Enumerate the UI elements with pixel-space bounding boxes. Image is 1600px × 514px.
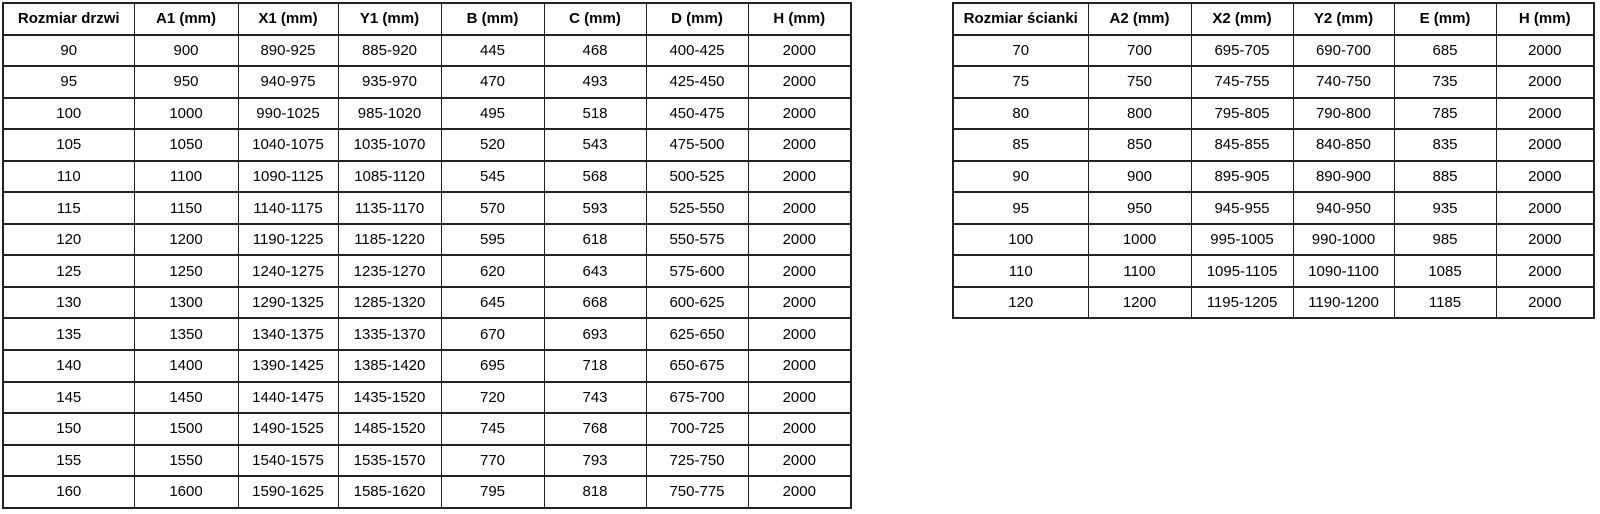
table-cell: 2000 bbox=[748, 287, 851, 319]
table-cell: 575-600 bbox=[646, 255, 748, 287]
table-cell: 120 bbox=[953, 287, 1088, 319]
table-cell: 160 bbox=[3, 476, 134, 508]
table-cell: 1290-1325 bbox=[238, 287, 338, 319]
table-cell: 795 bbox=[441, 476, 544, 508]
wall-size-table bbox=[952, 2, 1595, 319]
table-cell: 750-775 bbox=[646, 476, 748, 508]
table-cell: 1485-1520 bbox=[338, 413, 441, 445]
table-cell: 2000 bbox=[748, 445, 851, 477]
table-cell: 568 bbox=[544, 161, 646, 193]
table-cell: 935 bbox=[1394, 192, 1496, 224]
column-header: A2 (mm) bbox=[1088, 3, 1191, 35]
door-size-table bbox=[2, 2, 852, 509]
table-cell: 2000 bbox=[1496, 129, 1594, 161]
table-cell: 1240-1275 bbox=[238, 255, 338, 287]
table-cell: 685 bbox=[1394, 35, 1496, 67]
table-cell: 1500 bbox=[134, 413, 238, 445]
table-cell: 745-755 bbox=[1191, 66, 1293, 98]
column-header: D (mm) bbox=[646, 3, 748, 35]
table-cell: 2000 bbox=[1496, 161, 1594, 193]
table-cell: 1200 bbox=[134, 224, 238, 256]
table-cell: 790-800 bbox=[1293, 98, 1394, 130]
table-row bbox=[3, 255, 851, 287]
table-cell: 718 bbox=[544, 350, 646, 382]
table-cell: 950 bbox=[134, 66, 238, 98]
table-cell: 1185 bbox=[1394, 287, 1496, 319]
table-cell: 110 bbox=[3, 161, 134, 193]
table-cell: 800 bbox=[1088, 98, 1191, 130]
table-cell: 1100 bbox=[134, 161, 238, 193]
column-header: Rozmiar ścianki bbox=[953, 3, 1088, 35]
table-cell: 1085 bbox=[1394, 255, 1496, 287]
table-cell: 695-705 bbox=[1191, 35, 1293, 67]
table-cell: 520 bbox=[441, 129, 544, 161]
table-cell: 735 bbox=[1394, 66, 1496, 98]
header-row bbox=[3, 3, 851, 35]
table-cell: 1140-1175 bbox=[238, 192, 338, 224]
table-cell: 2000 bbox=[748, 382, 851, 414]
table-row bbox=[953, 161, 1594, 193]
table-row bbox=[953, 129, 1594, 161]
table-cell: 2000 bbox=[1496, 192, 1594, 224]
table-row bbox=[3, 161, 851, 193]
table-cell: 2000 bbox=[1496, 224, 1594, 256]
table-cell: 768 bbox=[544, 413, 646, 445]
table-cell: 890-900 bbox=[1293, 161, 1394, 193]
table-cell: 950 bbox=[1088, 192, 1191, 224]
table-cell: 885-920 bbox=[338, 35, 441, 67]
wall-table-header bbox=[953, 3, 1594, 35]
table-cell: 1050 bbox=[134, 129, 238, 161]
table-cell: 900 bbox=[1088, 161, 1191, 193]
column-header: Y1 (mm) bbox=[338, 3, 441, 35]
table-cell: 2000 bbox=[748, 35, 851, 67]
table-cell: 1090-1125 bbox=[238, 161, 338, 193]
column-header: A1 (mm) bbox=[134, 3, 238, 35]
column-header: B (mm) bbox=[441, 3, 544, 35]
table-cell: 895-905 bbox=[1191, 161, 1293, 193]
table-row bbox=[3, 413, 851, 445]
table-cell: 125 bbox=[3, 255, 134, 287]
table-cell: 1350 bbox=[134, 318, 238, 350]
table-cell: 95 bbox=[3, 66, 134, 98]
table-cell: 1200 bbox=[1088, 287, 1191, 319]
table-cell: 593 bbox=[544, 192, 646, 224]
table-cell: 525-550 bbox=[646, 192, 748, 224]
table-cell: 1450 bbox=[134, 382, 238, 414]
table-cell: 835 bbox=[1394, 129, 1496, 161]
table-cell: 470 bbox=[441, 66, 544, 98]
table-cell: 1235-1270 bbox=[338, 255, 441, 287]
table-cell: 1435-1520 bbox=[338, 382, 441, 414]
table-cell: 543 bbox=[544, 129, 646, 161]
table-row bbox=[953, 98, 1594, 130]
table-cell: 1150 bbox=[134, 192, 238, 224]
table-cell: 545 bbox=[441, 161, 544, 193]
table-cell: 2000 bbox=[748, 192, 851, 224]
table-cell: 625-650 bbox=[646, 318, 748, 350]
table-cell: 1135-1170 bbox=[338, 192, 441, 224]
door-table-header bbox=[3, 3, 851, 35]
table-row bbox=[3, 224, 851, 256]
column-header: X1 (mm) bbox=[238, 3, 338, 35]
table-cell: 1590-1625 bbox=[238, 476, 338, 508]
table-cell: 845-855 bbox=[1191, 129, 1293, 161]
table-cell: 1385-1420 bbox=[338, 350, 441, 382]
column-header: H (mm) bbox=[748, 3, 851, 35]
table-cell: 693 bbox=[544, 318, 646, 350]
column-header: X2 (mm) bbox=[1191, 3, 1293, 35]
table-cell: 645 bbox=[441, 287, 544, 319]
table-cell: 1040-1075 bbox=[238, 129, 338, 161]
table-row bbox=[953, 192, 1594, 224]
table-cell: 90 bbox=[3, 35, 134, 67]
table-cell: 675-700 bbox=[646, 382, 748, 414]
table-cell: 740-750 bbox=[1293, 66, 1394, 98]
table-cell: 2000 bbox=[748, 350, 851, 382]
table-cell: 1000 bbox=[134, 98, 238, 130]
table-cell: 785 bbox=[1394, 98, 1496, 130]
table-cell: 745 bbox=[441, 413, 544, 445]
table-cell: 2000 bbox=[748, 413, 851, 445]
table-cell: 1195-1205 bbox=[1191, 287, 1293, 319]
table-cell: 2000 bbox=[748, 161, 851, 193]
table-row bbox=[953, 66, 1594, 98]
table-cell: 2000 bbox=[748, 318, 851, 350]
table-cell: 1335-1370 bbox=[338, 318, 441, 350]
table-cell: 618 bbox=[544, 224, 646, 256]
table-row bbox=[3, 318, 851, 350]
table-cell: 668 bbox=[544, 287, 646, 319]
table-cell: 2000 bbox=[748, 129, 851, 161]
table-row bbox=[953, 35, 1594, 67]
table-cell: 940-950 bbox=[1293, 192, 1394, 224]
table-cell: 620 bbox=[441, 255, 544, 287]
table-cell: 750 bbox=[1088, 66, 1191, 98]
table-cell: 75 bbox=[953, 66, 1088, 98]
table-cell: 468 bbox=[544, 35, 646, 67]
table-cell: 2000 bbox=[1496, 287, 1594, 319]
table-cell: 1190-1225 bbox=[238, 224, 338, 256]
table-cell: 100 bbox=[953, 224, 1088, 256]
table-cell: 1400 bbox=[134, 350, 238, 382]
table-row bbox=[3, 98, 851, 130]
column-header: H (mm) bbox=[1496, 3, 1594, 35]
table-cell: 1190-1200 bbox=[1293, 287, 1394, 319]
table-cell: 1550 bbox=[134, 445, 238, 477]
table-cell: 90 bbox=[953, 161, 1088, 193]
table-cell: 1085-1120 bbox=[338, 161, 441, 193]
table-row bbox=[3, 350, 851, 382]
table-cell: 135 bbox=[3, 318, 134, 350]
table-cell: 2000 bbox=[1496, 35, 1594, 67]
table-cell: 130 bbox=[3, 287, 134, 319]
table-row bbox=[953, 224, 1594, 256]
table-cell: 1100 bbox=[1088, 255, 1191, 287]
table-row bbox=[3, 129, 851, 161]
table-cell: 743 bbox=[544, 382, 646, 414]
table-cell: 818 bbox=[544, 476, 646, 508]
table-cell: 945-955 bbox=[1191, 192, 1293, 224]
table-cell: 1390-1425 bbox=[238, 350, 338, 382]
table-cell: 2000 bbox=[748, 476, 851, 508]
table-cell: 995-1005 bbox=[1191, 224, 1293, 256]
table-cell: 1250 bbox=[134, 255, 238, 287]
table-cell: 690-700 bbox=[1293, 35, 1394, 67]
table-cell: 885 bbox=[1394, 161, 1496, 193]
table-cell: 2000 bbox=[748, 255, 851, 287]
table-row bbox=[3, 476, 851, 508]
table-cell: 890-925 bbox=[238, 35, 338, 67]
table-row bbox=[3, 287, 851, 319]
table-cell: 80 bbox=[953, 98, 1088, 130]
column-header: Rozmiar drzwi bbox=[3, 3, 134, 35]
table-cell: 1035-1070 bbox=[338, 129, 441, 161]
table-cell: 2000 bbox=[1496, 255, 1594, 287]
table-cell: 400-425 bbox=[646, 35, 748, 67]
table-cell: 500-525 bbox=[646, 161, 748, 193]
table-cell: 495 bbox=[441, 98, 544, 130]
column-header: C (mm) bbox=[544, 3, 646, 35]
table-cell: 150 bbox=[3, 413, 134, 445]
table-cell: 85 bbox=[953, 129, 1088, 161]
wall-table-body bbox=[953, 35, 1594, 319]
table-cell: 1490-1525 bbox=[238, 413, 338, 445]
table-cell: 570 bbox=[441, 192, 544, 224]
table-cell: 985 bbox=[1394, 224, 1496, 256]
table-cell: 840-850 bbox=[1293, 129, 1394, 161]
table-cell: 1285-1320 bbox=[338, 287, 441, 319]
table-row bbox=[953, 255, 1594, 287]
door-table-body bbox=[3, 35, 851, 508]
table-cell: 2000 bbox=[748, 224, 851, 256]
table-cell: 100 bbox=[3, 98, 134, 130]
table-cell: 1540-1575 bbox=[238, 445, 338, 477]
table-cell: 650-675 bbox=[646, 350, 748, 382]
table-cell: 700-725 bbox=[646, 413, 748, 445]
table-cell: 425-450 bbox=[646, 66, 748, 98]
table-cell: 550-575 bbox=[646, 224, 748, 256]
table-cell: 1000 bbox=[1088, 224, 1191, 256]
table-cell: 2000 bbox=[748, 98, 851, 130]
table-row bbox=[3, 192, 851, 224]
table-cell: 1095-1105 bbox=[1191, 255, 1293, 287]
table-cell: 493 bbox=[544, 66, 646, 98]
table-cell: 720 bbox=[441, 382, 544, 414]
table-cell: 120 bbox=[3, 224, 134, 256]
table-row bbox=[3, 382, 851, 414]
table-cell: 450-475 bbox=[646, 98, 748, 130]
table-cell: 155 bbox=[3, 445, 134, 477]
table-cell: 1090-1100 bbox=[1293, 255, 1394, 287]
table-cell: 115 bbox=[3, 192, 134, 224]
table-cell: 940-975 bbox=[238, 66, 338, 98]
table-cell: 2000 bbox=[1496, 66, 1594, 98]
header-row bbox=[953, 3, 1594, 35]
table-cell: 1185-1220 bbox=[338, 224, 441, 256]
table-row bbox=[3, 445, 851, 477]
table-cell: 1535-1570 bbox=[338, 445, 441, 477]
table-cell: 445 bbox=[441, 35, 544, 67]
table-cell: 770 bbox=[441, 445, 544, 477]
table-cell: 595 bbox=[441, 224, 544, 256]
table-cell: 95 bbox=[953, 192, 1088, 224]
table-cell: 670 bbox=[441, 318, 544, 350]
table-row bbox=[3, 66, 851, 98]
column-header: Y2 (mm) bbox=[1293, 3, 1394, 35]
table-cell: 795-805 bbox=[1191, 98, 1293, 130]
table-cell: 850 bbox=[1088, 129, 1191, 161]
table-cell: 475-500 bbox=[646, 129, 748, 161]
table-cell: 110 bbox=[953, 255, 1088, 287]
table-cell: 725-750 bbox=[646, 445, 748, 477]
table-cell: 700 bbox=[1088, 35, 1191, 67]
table-cell: 518 bbox=[544, 98, 646, 130]
table-cell: 990-1000 bbox=[1293, 224, 1394, 256]
table-cell: 2000 bbox=[1496, 98, 1594, 130]
table-row bbox=[3, 35, 851, 67]
table-cell: 1585-1620 bbox=[338, 476, 441, 508]
table-cell: 105 bbox=[3, 129, 134, 161]
table-cell: 1440-1475 bbox=[238, 382, 338, 414]
table-cell: 1340-1375 bbox=[238, 318, 338, 350]
table-cell: 985-1020 bbox=[338, 98, 441, 130]
table-cell: 140 bbox=[3, 350, 134, 382]
table-cell: 643 bbox=[544, 255, 646, 287]
table-cell: 935-970 bbox=[338, 66, 441, 98]
table-cell: 145 bbox=[3, 382, 134, 414]
column-header: E (mm) bbox=[1394, 3, 1496, 35]
table-cell: 793 bbox=[544, 445, 646, 477]
table-cell: 600-625 bbox=[646, 287, 748, 319]
table-row bbox=[953, 287, 1594, 319]
table-cell: 70 bbox=[953, 35, 1088, 67]
table-cell: 900 bbox=[134, 35, 238, 67]
table-cell: 2000 bbox=[748, 66, 851, 98]
table-cell: 695 bbox=[441, 350, 544, 382]
table-cell: 1300 bbox=[134, 287, 238, 319]
table-cell: 990-1025 bbox=[238, 98, 338, 130]
table-cell: 1600 bbox=[134, 476, 238, 508]
